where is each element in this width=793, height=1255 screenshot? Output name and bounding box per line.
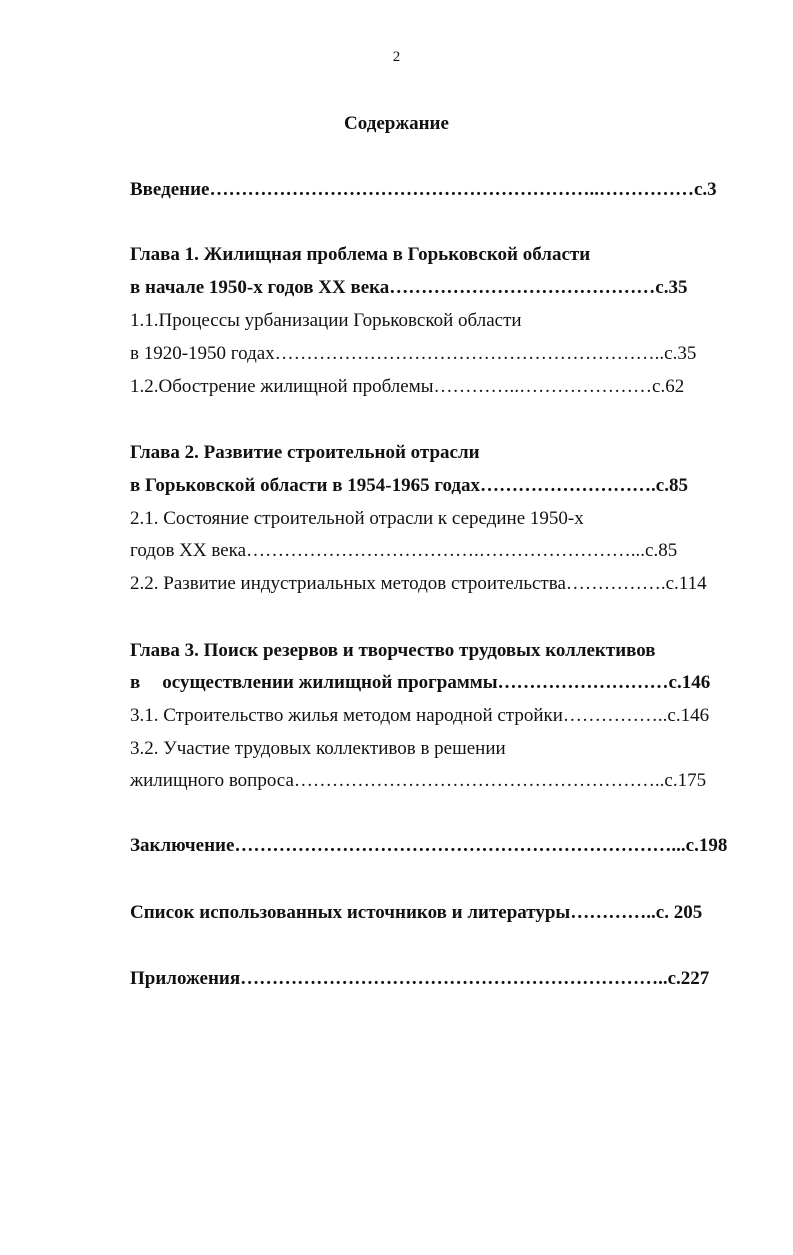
toc-entry-conclusion: Заключение……………………………………………………………...с.198 xyxy=(130,835,728,856)
section-3-1: 3.1. Строительство жилья методом народной стройки……………..с.146 xyxy=(130,705,710,726)
section-2-1-cont: годов XX века……………………………….……………………...с.85 xyxy=(130,540,678,561)
page-number: 2 xyxy=(392,49,401,65)
section-3-2: 3.2. Участие трудовых коллективов в решении xyxy=(130,738,506,759)
chapter-3-title: Глава 3. Поиск резервов и творчество трудовых коллективов xyxy=(130,640,656,661)
chapter-3-title-cont xyxy=(130,671,710,695)
toc-entry-introduction: Введение……………………………………………………..……………с.3 xyxy=(130,179,717,200)
section-1-2: 1.2.Обострение жилищной проблемы…………..…………………с.62 xyxy=(130,376,685,397)
section-2-1: 2.1. Состояние строительной отрасли к середине 1950-х xyxy=(130,508,584,529)
chapter-3-prefix: в xyxy=(130,672,141,693)
section-1-1: 1.1.Процессы урбанизации Горьковской области xyxy=(130,310,522,331)
chapter-3-title-rest: осуществлении жилищной программы………………………с.146 xyxy=(162,672,711,693)
chapter-2-title-cont: в Горьковской области в 1954-1965 годах……………………….с.85 xyxy=(130,475,688,496)
chapter-1-title-cont: в начале 1950-х годов XX века……………………………………с.35 xyxy=(130,277,688,298)
section-1-1-cont: в 1920-1950 годах……………………………………………………..с.35 xyxy=(130,343,697,364)
toc-entry-appendices: Приложения…………………………………………………………..с.227 xyxy=(130,968,710,989)
section-3-2-cont: жилищного вопроса…………………………………………………..с.175 xyxy=(130,770,707,791)
toc-title: Содержание xyxy=(344,113,449,134)
chapter-2-title: Глава 2. Развитие строительной отрасли xyxy=(130,442,480,463)
toc-entry-sources: Список использованных источников и литературы…………..с. 205 xyxy=(130,902,703,923)
chapter-1-title: Глава 1. Жилищная проблема в Горьковской области xyxy=(130,244,591,265)
section-2-2: 2.2. Развитие индустриальных методов строительства…………….с.114 xyxy=(130,573,707,594)
